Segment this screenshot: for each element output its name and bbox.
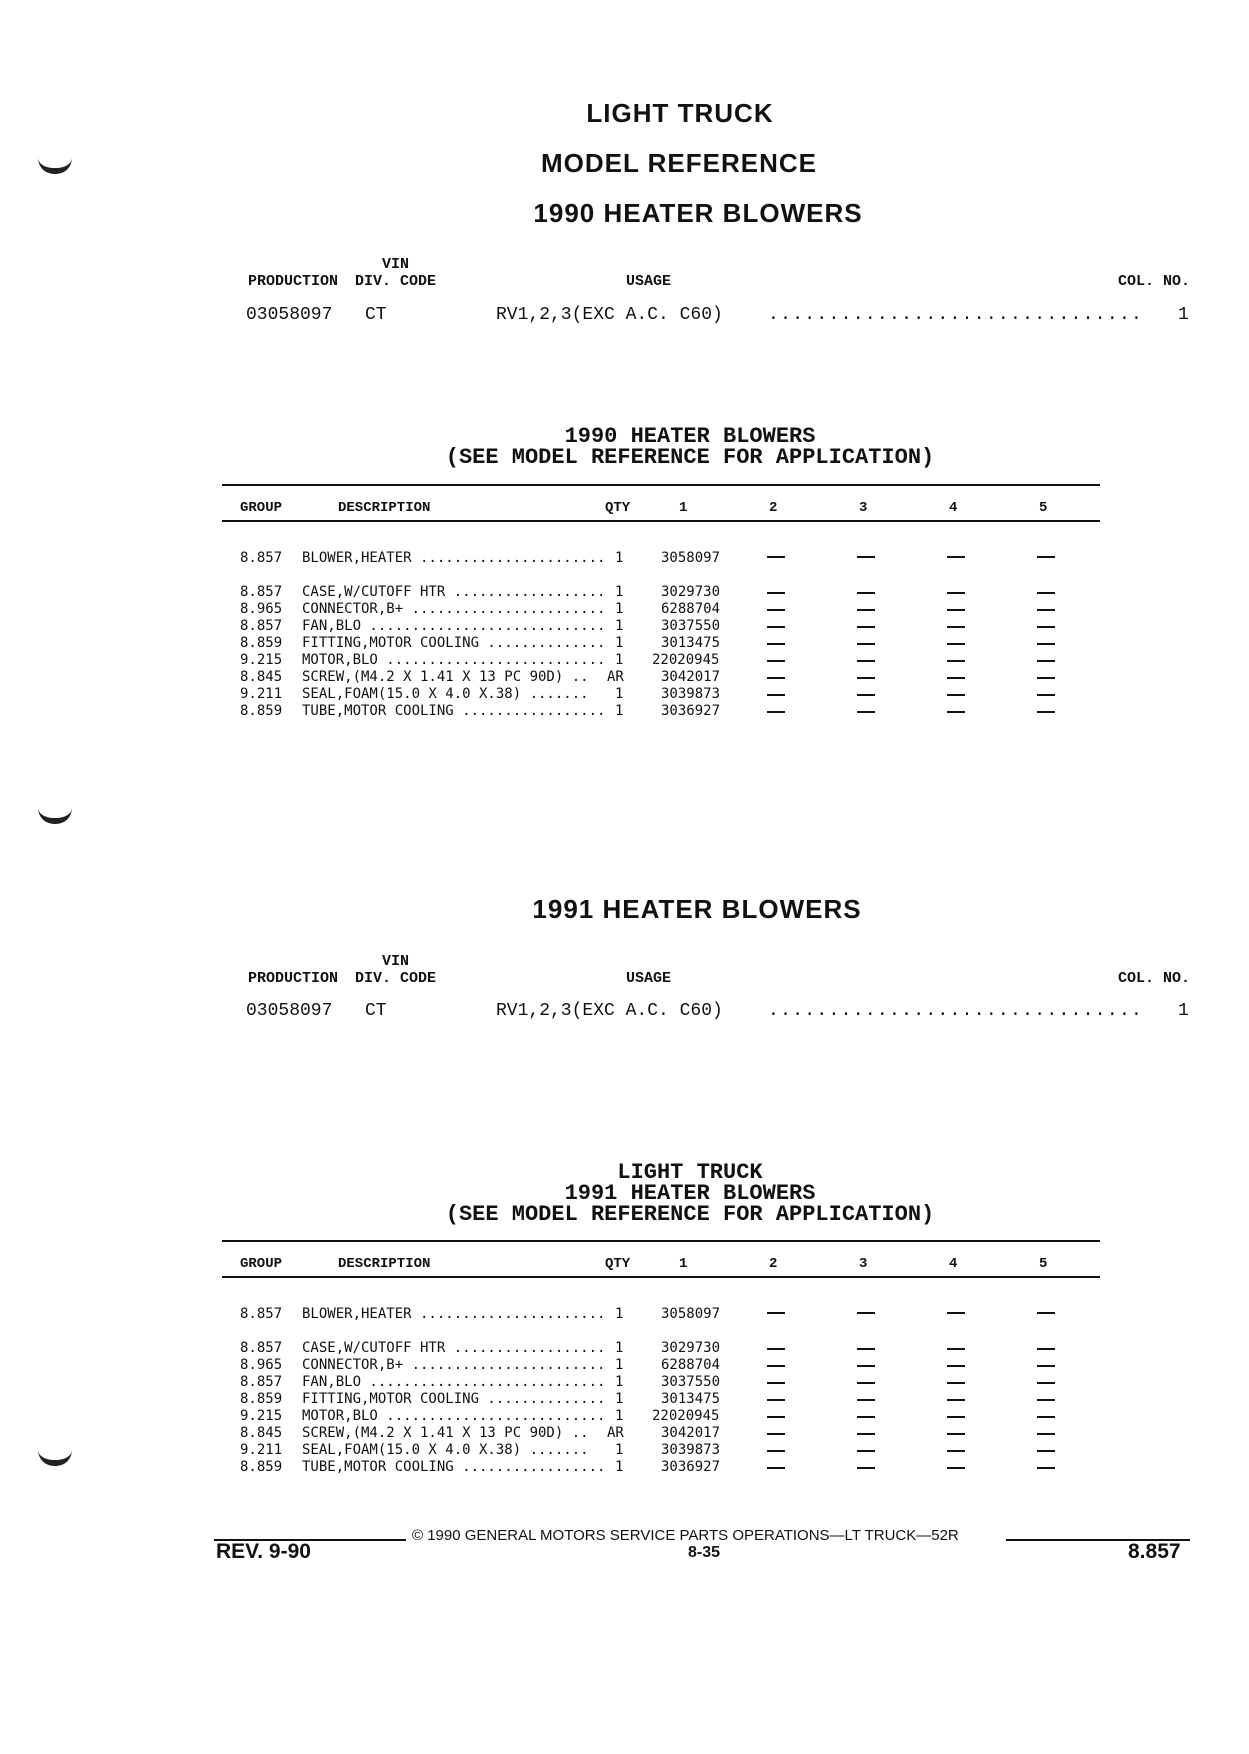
row-qty: 1	[615, 1408, 624, 1424]
col-group: GROUP	[240, 500, 283, 516]
col-group: GROUP	[240, 1256, 283, 1272]
not-applicable-dash	[947, 1382, 965, 1384]
row-part-number: 6288704	[661, 601, 721, 617]
ref-leader-dots: ...............................	[768, 305, 1144, 325]
row-part-number: 6288704	[661, 1357, 721, 1373]
table-row	[0, 1340, 1249, 1357]
row-group: 9.215	[240, 652, 283, 668]
col-5: 5	[1039, 1256, 1048, 1272]
ref-col-no: 1	[1178, 1001, 1189, 1021]
ref-div-code: CT	[365, 1001, 387, 1021]
not-applicable-dash	[1037, 556, 1055, 558]
not-applicable-dash	[947, 592, 965, 594]
table-top-rule	[222, 484, 1100, 486]
row-description: FAN,BLO ............................	[302, 618, 606, 634]
not-applicable-dash	[857, 711, 875, 713]
not-applicable-dash	[767, 711, 785, 713]
row-description: CONNECTOR,B+ .......................	[302, 601, 606, 617]
header-col-no: COL. NO.	[1118, 970, 1191, 987]
not-applicable-dash	[1037, 1399, 1055, 1401]
not-applicable-dash	[767, 660, 785, 662]
header-vin: VIN	[382, 953, 410, 970]
not-applicable-dash	[767, 1467, 785, 1469]
not-applicable-dash	[1037, 677, 1055, 679]
not-applicable-dash	[857, 677, 875, 679]
row-part-number: 3058097	[661, 550, 721, 566]
ref-production: 03058097	[246, 305, 333, 325]
not-applicable-dash	[857, 1416, 875, 1418]
not-applicable-dash	[767, 643, 785, 645]
row-qty: 1	[615, 1357, 624, 1373]
row-description: FAN,BLO ............................	[302, 1374, 606, 1390]
not-applicable-dash	[1037, 1365, 1055, 1367]
col-4: 4	[949, 1256, 958, 1272]
row-group: 8.845	[240, 1425, 283, 1441]
row-description: CASE,W/CUTOFF HTR ..................	[302, 584, 606, 600]
not-applicable-dash	[767, 1450, 785, 1452]
row-description: SEAL,FOAM(15.0 X 4.0 X.38) .......	[302, 686, 589, 702]
footer-copyright: © 1990 GENERAL MOTORS SERVICE PARTS OPERATIONS—LT TRUCK—52R	[412, 1527, 959, 1544]
not-applicable-dash	[767, 1312, 785, 1314]
col-4: 4	[949, 500, 958, 516]
row-part-number: 3039873	[661, 686, 721, 702]
row-part-number: 3037550	[661, 1374, 721, 1390]
header-div-code: DIV. CODE	[355, 970, 437, 987]
table-row	[0, 1408, 1249, 1425]
not-applicable-dash	[857, 592, 875, 594]
not-applicable-dash	[1037, 643, 1055, 645]
row-qty: AR	[607, 669, 624, 685]
row-description: FITTING,MOTOR COOLING ..............	[302, 1391, 606, 1407]
table-row	[0, 652, 1249, 669]
table-row	[0, 1357, 1249, 1374]
row-part-number: 3029730	[661, 584, 721, 600]
row-qty: 1	[615, 635, 624, 651]
not-applicable-dash	[947, 1348, 965, 1350]
footer-page-number: 8-35	[688, 1544, 721, 1561]
header-col-no: COL. NO.	[1118, 273, 1191, 290]
row-qty: 1	[615, 618, 624, 634]
header-vin: VIN	[382, 256, 410, 273]
row-qty: 1	[615, 686, 624, 702]
not-applicable-dash	[1037, 626, 1055, 628]
row-part-number: 3042017	[661, 669, 721, 685]
table-row	[0, 1459, 1249, 1476]
table-header-rule	[222, 1276, 1100, 1278]
not-applicable-dash	[947, 1450, 965, 1452]
row-group: 8.857	[240, 550, 283, 566]
col-description: DESCRIPTION	[338, 500, 431, 516]
row-qty: 1	[615, 1306, 624, 1322]
col-1: 1	[679, 1256, 688, 1272]
not-applicable-dash	[857, 609, 875, 611]
row-part-number: 3037550	[661, 618, 721, 634]
not-applicable-dash	[947, 1416, 965, 1418]
row-group: 8.859	[240, 635, 283, 651]
row-qty: 1	[615, 703, 624, 719]
table-row	[0, 1374, 1249, 1391]
not-applicable-dash	[857, 1365, 875, 1367]
not-applicable-dash	[1037, 1467, 1055, 1469]
row-part-number: 3039873	[661, 1442, 721, 1458]
row-qty: AR	[607, 1425, 624, 1441]
row-qty: 1	[615, 601, 624, 617]
table-row	[0, 686, 1249, 703]
col-3: 3	[859, 1256, 868, 1272]
col-description: DESCRIPTION	[338, 1256, 431, 1272]
row-description: MOTOR,BLO ..........................	[302, 652, 606, 668]
not-applicable-dash	[1037, 592, 1055, 594]
not-applicable-dash	[767, 1399, 785, 1401]
row-part-number: 3013475	[661, 1391, 721, 1407]
footer-revision: REV. 9-90	[216, 1540, 311, 1563]
col-1: 1	[679, 500, 688, 516]
table-row	[0, 584, 1249, 601]
row-qty: 1	[615, 1374, 624, 1390]
row-part-number: 3058097	[661, 1306, 721, 1322]
not-applicable-dash	[947, 1433, 965, 1435]
parts-title-1991: LIGHT TRUCK 1991 HEATER BLOWERS (SEE MODEL REFERENCE FOR APPLICATION)	[445, 1160, 935, 1227]
ref-col-no: 1	[1178, 305, 1189, 325]
not-applicable-dash	[857, 556, 875, 558]
table-row	[0, 601, 1249, 618]
row-description: BLOWER,HEATER ......................	[302, 1306, 606, 1322]
not-applicable-dash	[767, 1416, 785, 1418]
row-part-number: 3036927	[661, 1459, 721, 1475]
row-description: SEAL,FOAM(15.0 X 4.0 X.38) .......	[302, 1442, 589, 1458]
row-description: MOTOR,BLO ..........................	[302, 1408, 606, 1424]
not-applicable-dash	[1037, 660, 1055, 662]
not-applicable-dash	[857, 1467, 875, 1469]
not-applicable-dash	[767, 1382, 785, 1384]
header-production: PRODUCTION	[248, 273, 339, 290]
not-applicable-dash	[767, 1365, 785, 1367]
table-row	[0, 703, 1249, 720]
not-applicable-dash	[947, 556, 965, 558]
row-group: 8.845	[240, 669, 283, 685]
table-row	[0, 669, 1249, 686]
not-applicable-dash	[767, 694, 785, 696]
not-applicable-dash	[857, 1348, 875, 1350]
not-applicable-dash	[947, 1365, 965, 1367]
ref-usage: RV1,2,3(EXC A.C. C60)	[496, 305, 723, 325]
binder-hole-mark	[38, 158, 72, 174]
not-applicable-dash	[767, 1433, 785, 1435]
row-part-number: 22020945	[652, 652, 720, 668]
not-applicable-dash	[1037, 1450, 1055, 1452]
not-applicable-dash	[947, 660, 965, 662]
header-production: PRODUCTION	[248, 970, 339, 987]
footer-section-number: 8.857	[1128, 1540, 1181, 1563]
table-row	[0, 1425, 1249, 1442]
not-applicable-dash	[857, 626, 875, 628]
col-3: 3	[859, 500, 868, 516]
row-group: 9.211	[240, 1442, 283, 1458]
row-qty: 1	[615, 1391, 624, 1407]
row-description: FITTING,MOTOR COOLING ..............	[302, 635, 606, 651]
not-applicable-dash	[1037, 1433, 1055, 1435]
not-applicable-dash	[1037, 694, 1055, 696]
not-applicable-dash	[857, 643, 875, 645]
row-description: CONNECTOR,B+ .......................	[302, 1357, 606, 1373]
not-applicable-dash	[1037, 1312, 1055, 1314]
row-qty: 1	[615, 1459, 624, 1475]
not-applicable-dash	[767, 609, 785, 611]
not-applicable-dash	[947, 711, 965, 713]
not-applicable-dash	[947, 1312, 965, 1314]
row-group: 8.857	[240, 618, 283, 634]
not-applicable-dash	[857, 1450, 875, 1452]
row-qty: 1	[615, 1340, 624, 1356]
row-group: 8.965	[240, 1357, 283, 1373]
row-group: 8.857	[240, 1374, 283, 1390]
table-top-rule	[222, 1240, 1100, 1242]
col-qty: QTY	[605, 1256, 631, 1272]
not-applicable-dash	[947, 643, 965, 645]
not-applicable-dash	[857, 1399, 875, 1401]
ref-production: 03058097	[246, 1001, 333, 1021]
header-usage: USAGE	[626, 273, 672, 290]
table-row	[0, 1442, 1249, 1459]
row-group: 9.215	[240, 1408, 283, 1424]
row-group: 8.859	[240, 703, 283, 719]
not-applicable-dash	[1037, 609, 1055, 611]
header-div-code: DIV. CODE	[355, 273, 437, 290]
row-description: CASE,W/CUTOFF HTR ..................	[302, 1340, 606, 1356]
col-2: 2	[769, 1256, 778, 1272]
row-part-number: 3029730	[661, 1340, 721, 1356]
table-row	[0, 635, 1249, 652]
row-part-number: 3036927	[661, 703, 721, 719]
not-applicable-dash	[767, 677, 785, 679]
not-applicable-dash	[767, 1348, 785, 1350]
not-applicable-dash	[767, 626, 785, 628]
col-5: 5	[1039, 500, 1048, 516]
not-applicable-dash	[947, 1399, 965, 1401]
not-applicable-dash	[767, 592, 785, 594]
row-part-number: 22020945	[652, 1408, 720, 1424]
table-row	[0, 1391, 1249, 1408]
header-usage: USAGE	[626, 970, 672, 987]
not-applicable-dash	[947, 609, 965, 611]
row-group: 9.211	[240, 686, 283, 702]
row-group: 8.857	[240, 1306, 283, 1322]
row-qty: 1	[615, 1442, 624, 1458]
col-2: 2	[769, 500, 778, 516]
col-qty: QTY	[605, 500, 631, 516]
row-group: 8.857	[240, 584, 283, 600]
not-applicable-dash	[947, 677, 965, 679]
row-description: TUBE,MOTOR COOLING .................	[302, 1459, 606, 1475]
not-applicable-dash	[947, 694, 965, 696]
table-row	[0, 1306, 1249, 1323]
ref-usage: RV1,2,3(EXC A.C. C60)	[496, 1001, 723, 1021]
row-group: 8.857	[240, 1340, 283, 1356]
not-applicable-dash	[1037, 711, 1055, 713]
not-applicable-dash	[1037, 1416, 1055, 1418]
row-description: SCREW,(M4.2 X 1.41 X 13 PC 90D) ..	[302, 669, 589, 685]
row-qty: 1	[615, 652, 624, 668]
not-applicable-dash	[1037, 1348, 1055, 1350]
row-description: TUBE,MOTOR COOLING .................	[302, 703, 606, 719]
not-applicable-dash	[857, 1433, 875, 1435]
row-description: SCREW,(M4.2 X 1.41 X 13 PC 90D) ..	[302, 1425, 589, 1441]
ref-div-code: CT	[365, 305, 387, 325]
not-applicable-dash	[767, 556, 785, 558]
not-applicable-dash	[947, 1467, 965, 1469]
row-qty: 1	[615, 584, 624, 600]
not-applicable-dash	[857, 1382, 875, 1384]
not-applicable-dash	[857, 660, 875, 662]
not-applicable-dash	[947, 626, 965, 628]
row-description: BLOWER,HEATER ......................	[302, 550, 606, 566]
not-applicable-dash	[857, 694, 875, 696]
table-row	[0, 550, 1249, 567]
row-part-number: 3042017	[661, 1425, 721, 1441]
not-applicable-dash	[1037, 1382, 1055, 1384]
ref-leader-dots: ...............................	[768, 1001, 1144, 1021]
row-part-number: 3013475	[661, 635, 721, 651]
row-group: 8.859	[240, 1459, 283, 1475]
row-group: 8.859	[240, 1391, 283, 1407]
row-qty: 1	[615, 550, 624, 566]
table-header-rule	[222, 520, 1100, 522]
binder-hole-mark	[38, 808, 72, 824]
table-row	[0, 618, 1249, 635]
row-group: 8.965	[240, 601, 283, 617]
parts-title-1990: 1990 HEATER BLOWERS (SEE MODEL REFERENCE FOR APPLICATION)	[445, 424, 935, 470]
not-applicable-dash	[857, 1312, 875, 1314]
